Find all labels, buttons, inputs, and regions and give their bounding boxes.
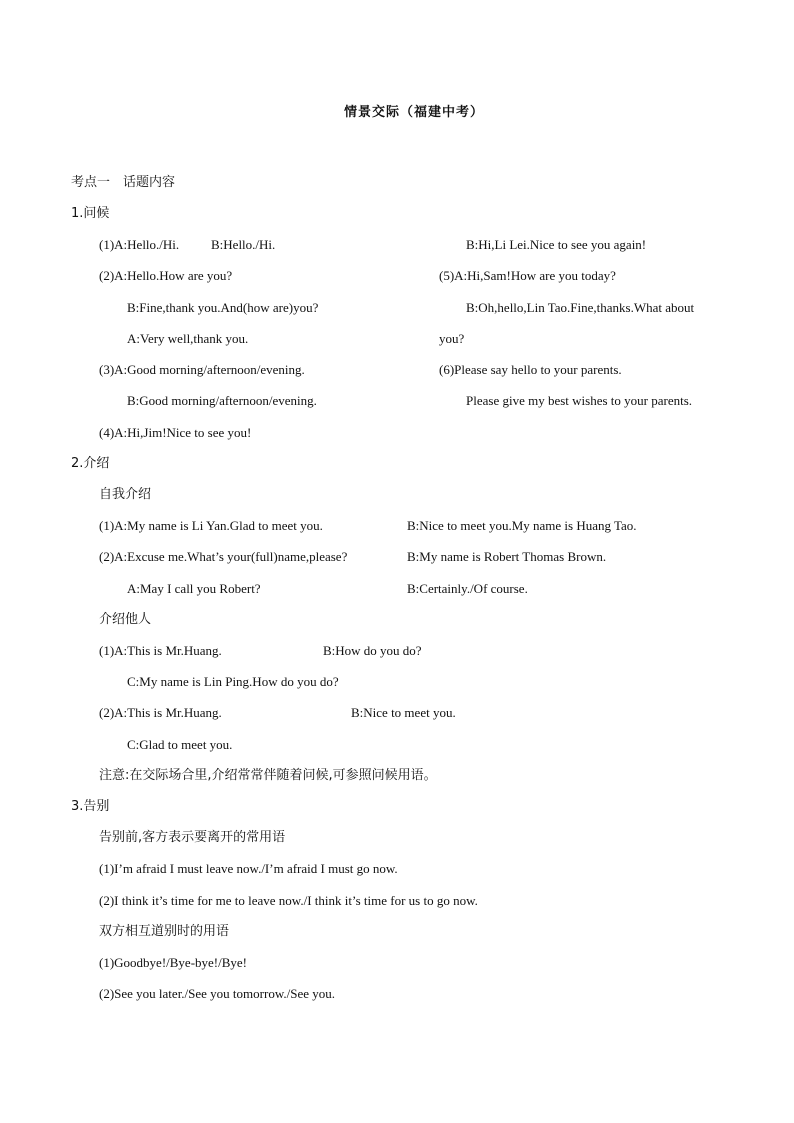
page-title: 情景交际（福建中考）: [343, 105, 484, 120]
greeting-line: B:Good morning/afternoon/evening.: [127, 393, 317, 408]
greeting-line: (3)A:Good morning/afternoon/evening.: [99, 362, 305, 377]
intro-line: B:Nice to meet you.: [351, 705, 456, 720]
intro-line: (2)A:Excuse me.What’s your(full)name,please?: [99, 549, 348, 564]
intro-line: A:May I call you Robert?: [127, 581, 261, 596]
greeting-line: you?: [439, 331, 465, 346]
intro-line: C:Glad to meet you.: [127, 737, 233, 752]
intro-line: B:Certainly./Of course.: [407, 581, 528, 596]
greeting-line: (5)A:Hi,Sam!How are you today?: [439, 268, 616, 283]
intro-line: B:How do you do?: [323, 643, 422, 658]
intro-note: 注意:在交际场合里,介绍常常伴随着问候,可参照问候用语。: [99, 768, 437, 783]
farewells-heading: 3.告别: [71, 799, 110, 814]
self-intro-heading: 自我介绍: [99, 487, 152, 502]
greeting-line: B:Oh,hello,Lin Tao.Fine,thanks.What about: [466, 300, 695, 315]
farewell-subheading: 双方相互道别时的用语: [99, 924, 230, 939]
intro-line: (2)A:This is Mr.Huang.: [99, 705, 222, 720]
intro-line: (1)A:My name is Li Yan.Glad to meet you.: [99, 518, 323, 533]
introductions-heading: 2.介绍: [71, 456, 110, 471]
farewell-line: (1)Goodbye!/Bye-bye!/Bye!: [99, 955, 248, 970]
farewell-line: (2)See you later./See you tomorrow./See you.: [99, 986, 335, 1001]
intro-line: C:My name is Lin Ping.How do you do?: [127, 674, 339, 689]
intro-line: B:My name is Robert Thomas Brown.: [407, 549, 607, 564]
greeting-line: (6)Please say hello to your parents.: [439, 362, 622, 377]
greeting-line: (1)A:Hello./Hi.: [99, 237, 180, 252]
greeting-line: Please give my best wishes to your parents.: [466, 393, 693, 408]
greeting-line: B:Fine,thank you.And(how are)you?: [127, 300, 319, 315]
others-intro-heading: 介绍他人: [99, 612, 152, 627]
greeting-line: A:Very well,thank you.: [127, 331, 249, 346]
section-heading: 考点一 话题内容: [71, 175, 176, 190]
intro-line: (1)A:This is Mr.Huang.: [99, 643, 222, 658]
greeting-line: B:Hello./Hi.: [211, 237, 276, 252]
greetings-heading: 1.问候: [71, 206, 110, 221]
farewell-line: (2)I think it’s time for me to leave now./I think it’s time for us to go now.: [99, 893, 478, 908]
intro-line: B:Nice to meet you.My name is Huang Tao.: [407, 518, 637, 533]
farewell-subheading: 告别前,客方表示要离开的常用语: [99, 830, 286, 845]
greeting-line: (2)A:Hello.How are you?: [99, 268, 233, 283]
farewell-line: (1)I’m afraid I must leave now./I’m afraid I must go now.: [99, 861, 398, 876]
greeting-line: B:Hi,Li Lei.Nice to see you again!: [466, 237, 647, 252]
greeting-line: (4)A:Hi,Jim!Nice to see you!: [99, 425, 252, 440]
